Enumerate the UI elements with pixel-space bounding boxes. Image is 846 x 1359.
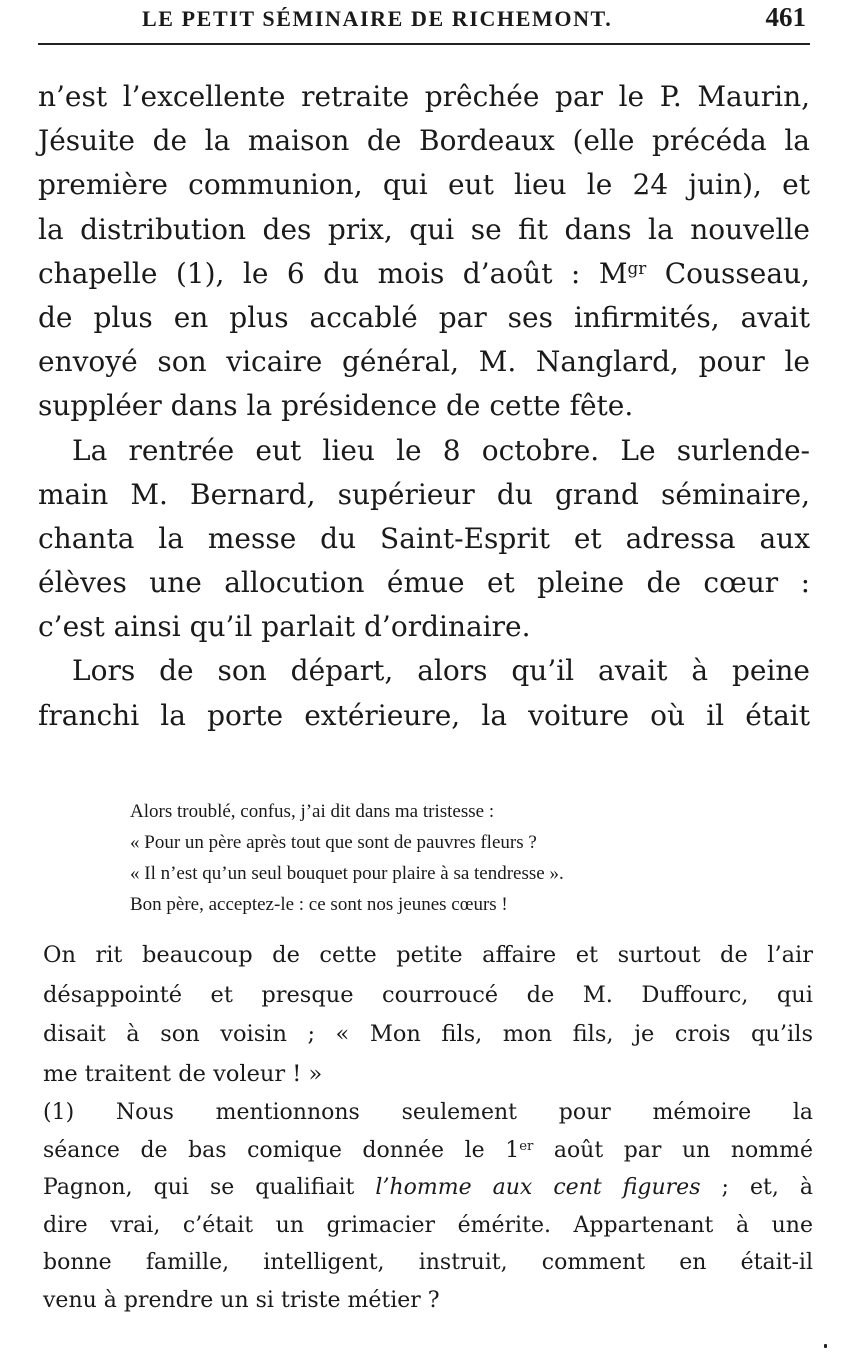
text-line-with-superscript: chapelle (1), le 6 du mois d’août : $M^{gr}$ Cousseau, <box>38 256 810 290</box>
text-line: disait à son voisin ; « Mon fils, mon fils, je crois qu’ils <box>43 1021 813 1047</box>
footnote-line-with-superscript: séance de bas comique donnée le 1er août par un nommé <box>43 1137 813 1163</box>
main-text <box>38 75 810 738</box>
italic-phrase: l’homme aux cent figures <box>375 1175 701 1200</box>
footnote-line: venu à prendre un si triste métier ? <box>43 1287 440 1313</box>
text-line: suppléer dans la présidence de cette fête. <box>38 389 634 423</box>
text-line: Jésuite de la maison de Bordeaux (elle précéda la <box>38 124 810 158</box>
header-rule <box>38 43 810 45</box>
text-line: élèves une allocution émue et pleine de cœur : <box>38 566 810 600</box>
text-line: c’est ainsi qu’il parlait d’ordinaire. <box>38 610 531 644</box>
text-line: La rentrée eut lieu le 8 octobre. Le surlende- <box>72 433 810 467</box>
superscript: er <box>519 1138 534 1154</box>
text-line: de plus en plus accablé par ses infirmités, avait <box>38 300 810 334</box>
footnote-line: (1) Nous mentionnons seulement pour mémoire la <box>43 1100 813 1125</box>
text-line: Lors de son départ, alors qu’il avait à peine <box>72 654 810 688</box>
running-header <box>38 0 810 34</box>
text-line: envoyé son vicaire général, M. Nanglard, pour le <box>38 345 810 379</box>
text-line: n’est l’excellente retraite prêchée par le P. Maurin, <box>38 80 810 113</box>
text-line: chanta la messe du Saint-Esprit et adressa aux <box>38 521 810 555</box>
page-number: 461 <box>765 2 806 32</box>
text-line: On rit beaucoup de cette petite affaire et surtout de l’air <box>43 942 813 968</box>
verse-line: « Pour un père après tout que sont de pauvres fleurs ? <box>130 832 537 853</box>
verse-line: « Il n’est qu’un seul bouquet pour plaire à sa tendresse ». <box>130 863 564 884</box>
verse-block <box>130 796 770 920</box>
text-line: première communion, qui eut lieu le 24 juin), et <box>38 168 810 202</box>
text-line: désappointé et presque courroucé de M. Duffourc, qui <box>43 981 813 1008</box>
after-verse-text <box>43 936 813 1094</box>
verse-line: Alors troublé, confus, j’ai dit dans ma tristesse : <box>130 801 495 822</box>
footnote-line: dire vrai, c’était un grimacier émérite. Appartenant à une <box>43 1212 813 1238</box>
text-line: main M. Bernard, supérieur du grand séminaire, <box>38 477 810 511</box>
footnote-line-with-italic: Pagnon, qui se qualifiait l’homme aux cent figures ; et, à <box>43 1175 813 1200</box>
running-title: LE PETIT SÉMINAIRE DE RICHEMONT. <box>142 6 613 31</box>
footnote-line: bonne famille, intelligent, instruit, comment en était-il <box>43 1250 813 1275</box>
verse-line: Bon père, acceptez-le : ce sont nos jeunes cœurs ! <box>130 894 508 915</box>
ink-speck <box>824 1344 827 1348</box>
superscript: gr <box>627 257 647 278</box>
text-line: la distribution des prix, qui se fit dans la nouvelle <box>38 212 810 246</box>
text-line: franchi la porte extérieure, la voiture où il était <box>38 698 810 732</box>
text-line: me traitent de voleur ! » <box>43 1060 323 1087</box>
footnote <box>43 1094 813 1319</box>
